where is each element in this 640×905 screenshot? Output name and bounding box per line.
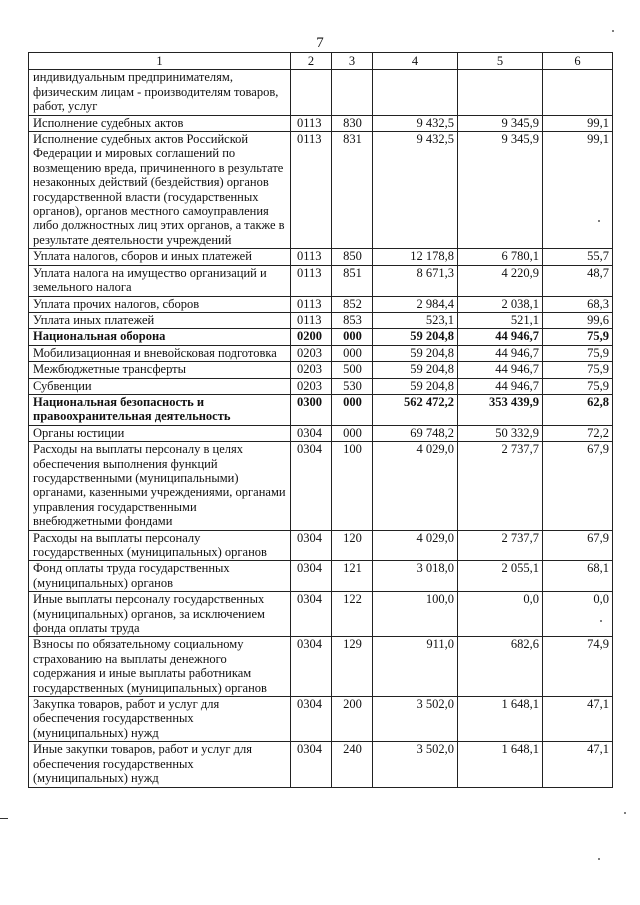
actual-amount: 0,0: [458, 592, 543, 637]
item-name: Закупка товаров, работ и услуг для обеспечения государственных (муниципальных) нужд: [29, 697, 291, 742]
expense-type-code: [332, 70, 373, 115]
column-number-row: [29, 53, 613, 70]
actual-amount: 353 439,9: [458, 394, 543, 425]
table-row: [29, 442, 613, 530]
section-code: 0113: [291, 249, 332, 265]
actual-amount: 2 737,7: [458, 530, 543, 561]
section-code: 0304: [291, 530, 332, 561]
table-row: [29, 362, 613, 378]
section-code: 0113: [291, 132, 332, 249]
planned-amount: 911,0: [373, 637, 458, 697]
item-name: Национальная оборона: [29, 329, 291, 345]
item-name: Мобилизационная и вневойсковая подготовка: [29, 345, 291, 361]
actual-amount: 2 055,1: [458, 561, 543, 592]
section-code: 0203: [291, 378, 332, 394]
item-name: Расходы на выплаты персоналу государственных (муниципальных) органов: [29, 530, 291, 561]
actual-amount: 9 345,9: [458, 115, 543, 131]
execution-percent: 75,9: [543, 378, 613, 394]
table-row: [29, 697, 613, 742]
expense-type-code: 831: [332, 132, 373, 249]
section-code: 0203: [291, 345, 332, 361]
item-name: Исполнение судебных актов: [29, 115, 291, 131]
actual-amount: 1 648,1: [458, 742, 543, 787]
actual-amount: 682,6: [458, 637, 543, 697]
expense-type-code: 120: [332, 530, 373, 561]
page-number: 7: [316, 35, 324, 51]
expense-type-code: 000: [332, 425, 373, 441]
planned-amount: 2 984,4: [373, 296, 458, 312]
expense-type-code: 853: [332, 312, 373, 328]
expense-type-code: 100: [332, 442, 373, 530]
execution-percent: 62,8: [543, 394, 613, 425]
section-code: 0304: [291, 561, 332, 592]
table-row: [29, 530, 613, 561]
planned-amount: 59 204,8: [373, 378, 458, 394]
actual-amount: 44 946,7: [458, 362, 543, 378]
margin-mark: [0, 818, 8, 819]
expense-type-code: 129: [332, 637, 373, 697]
section-code: 0113: [291, 296, 332, 312]
budget-table: [28, 52, 613, 788]
execution-percent: 67,9: [543, 530, 613, 561]
actual-amount: 2 038,1: [458, 296, 543, 312]
expense-type-code: 000: [332, 394, 373, 425]
scan-speck: [598, 858, 600, 860]
table-row: [29, 425, 613, 441]
item-name: Субвенции: [29, 378, 291, 394]
table-row: [29, 378, 613, 394]
item-name: Межбюджетные трансферты: [29, 362, 291, 378]
column-header: 3: [332, 53, 373, 70]
item-name: Иные выплаты персоналу государственных (муниципальных) органов, за исключением фонда оплаты труда: [29, 592, 291, 637]
execution-percent: 99,1: [543, 132, 613, 249]
expense-type-code: 852: [332, 296, 373, 312]
planned-amount: [373, 70, 458, 115]
scan-speck: [612, 30, 614, 32]
column-header: 1: [29, 53, 291, 70]
planned-amount: 3 018,0: [373, 561, 458, 592]
execution-percent: 75,9: [543, 362, 613, 378]
execution-percent: 55,7: [543, 249, 613, 265]
scan-speck: [600, 620, 602, 622]
execution-percent: 75,9: [543, 329, 613, 345]
table-row: [29, 329, 613, 345]
table-row: [29, 394, 613, 425]
expense-type-code: 240: [332, 742, 373, 787]
planned-amount: 523,1: [373, 312, 458, 328]
item-name: Уплата прочих налогов, сборов: [29, 296, 291, 312]
column-header: 5: [458, 53, 543, 70]
planned-amount: 4 029,0: [373, 530, 458, 561]
section-code: 0304: [291, 442, 332, 530]
table-row: [29, 637, 613, 697]
item-name: Иные закупки товаров, работ и услуг для обеспечения государственных (муниципальных) нужд: [29, 742, 291, 787]
table-row: [29, 561, 613, 592]
actual-amount: 1 648,1: [458, 697, 543, 742]
execution-percent: 47,1: [543, 742, 613, 787]
planned-amount: 59 204,8: [373, 345, 458, 361]
expense-type-code: 530: [332, 378, 373, 394]
actual-amount: 521,1: [458, 312, 543, 328]
execution-percent: 47,1: [543, 697, 613, 742]
section-code: 0300: [291, 394, 332, 425]
table-row: [29, 132, 613, 249]
section-code: 0113: [291, 265, 332, 296]
table-row: [29, 115, 613, 131]
planned-amount: 12 178,8: [373, 249, 458, 265]
planned-amount: 9 432,5: [373, 115, 458, 131]
item-name: Взносы по обязательному социальному страхованию на выплаты денежного содержания и иные выплаты работникам государственных (муниципальных) органов: [29, 637, 291, 697]
table-row: [29, 296, 613, 312]
planned-amount: 4 029,0: [373, 442, 458, 530]
table-row: [29, 592, 613, 637]
section-code: [291, 70, 332, 115]
section-code: 0304: [291, 697, 332, 742]
section-code: 0200: [291, 329, 332, 345]
planned-amount: 3 502,0: [373, 742, 458, 787]
scan-speck: [598, 220, 600, 222]
execution-percent: 99,6: [543, 312, 613, 328]
item-name: Уплата иных платежей: [29, 312, 291, 328]
item-name: Фонд оплаты труда государственных (муниципальных) органов: [29, 561, 291, 592]
table-row: [29, 312, 613, 328]
column-header: 2: [291, 53, 332, 70]
scan-speck: [624, 812, 626, 814]
expense-type-code: 122: [332, 592, 373, 637]
actual-amount: 44 946,7: [458, 378, 543, 394]
expense-type-code: 850: [332, 249, 373, 265]
table-row: [29, 742, 613, 787]
planned-amount: 100,0: [373, 592, 458, 637]
column-header: 4: [373, 53, 458, 70]
expense-type-code: 000: [332, 329, 373, 345]
actual-amount: 2 737,7: [458, 442, 543, 530]
table-row: [29, 70, 613, 115]
item-name: индивидуальным предпринимателям, физическим лицам - производителям товаров, работ, услуг: [29, 70, 291, 115]
planned-amount: 8 671,3: [373, 265, 458, 296]
item-name: Органы юстиции: [29, 425, 291, 441]
execution-percent: 99,1: [543, 115, 613, 131]
item-name: Расходы на выплаты персоналу в целях обеспечения выполнения функций государственными (муниципальными) органами, казенными учреждениями, органами управления государственными внебюджетными фондами: [29, 442, 291, 530]
section-code: 0304: [291, 637, 332, 697]
execution-percent: 68,1: [543, 561, 613, 592]
item-name: Исполнение судебных актов Российской Федерации и мировых соглашений по возмещению вреда, причиненного в результате незаконных действий (бездействия) органов государственной власти (государственных органов), органов местного самоуправления либо должностных лиц этих органов, а также в результате деятельности учреждений: [29, 132, 291, 249]
section-code: 0304: [291, 592, 332, 637]
planned-amount: 3 502,0: [373, 697, 458, 742]
table-row: [29, 345, 613, 361]
execution-percent: 0,0: [543, 592, 613, 637]
execution-percent: 74,9: [543, 637, 613, 697]
column-header: 6: [543, 53, 613, 70]
table-row: [29, 249, 613, 265]
expense-type-code: 830: [332, 115, 373, 131]
expense-type-code: 500: [332, 362, 373, 378]
execution-percent: 68,3: [543, 296, 613, 312]
table-row: [29, 265, 613, 296]
table-body: [29, 70, 613, 787]
planned-amount: 69 748,2: [373, 425, 458, 441]
actual-amount: 50 332,9: [458, 425, 543, 441]
planned-amount: 59 204,8: [373, 362, 458, 378]
actual-amount: 44 946,7: [458, 329, 543, 345]
section-code: 0203: [291, 362, 332, 378]
actual-amount: 4 220,9: [458, 265, 543, 296]
execution-percent: 48,7: [543, 265, 613, 296]
expense-type-code: 000: [332, 345, 373, 361]
item-name: Уплата налогов, сборов и иных платежей: [29, 249, 291, 265]
execution-percent: 72,2: [543, 425, 613, 441]
actual-amount: 44 946,7: [458, 345, 543, 361]
planned-amount: 562 472,2: [373, 394, 458, 425]
expense-type-code: 200: [332, 697, 373, 742]
execution-percent: 75,9: [543, 345, 613, 361]
planned-amount: 59 204,8: [373, 329, 458, 345]
item-name: Национальная безопасность и правоохранительная деятельность: [29, 394, 291, 425]
section-code: 0304: [291, 742, 332, 787]
section-code: 0113: [291, 115, 332, 131]
execution-percent: 67,9: [543, 442, 613, 530]
item-name: Уплата налога на имущество организаций и земельного налога: [29, 265, 291, 296]
planned-amount: 9 432,5: [373, 132, 458, 249]
actual-amount: 9 345,9: [458, 132, 543, 249]
actual-amount: 6 780,1: [458, 249, 543, 265]
section-code: 0113: [291, 312, 332, 328]
execution-percent: [543, 70, 613, 115]
actual-amount: [458, 70, 543, 115]
expense-type-code: 851: [332, 265, 373, 296]
expense-type-code: 121: [332, 561, 373, 592]
section-code: 0304: [291, 425, 332, 441]
